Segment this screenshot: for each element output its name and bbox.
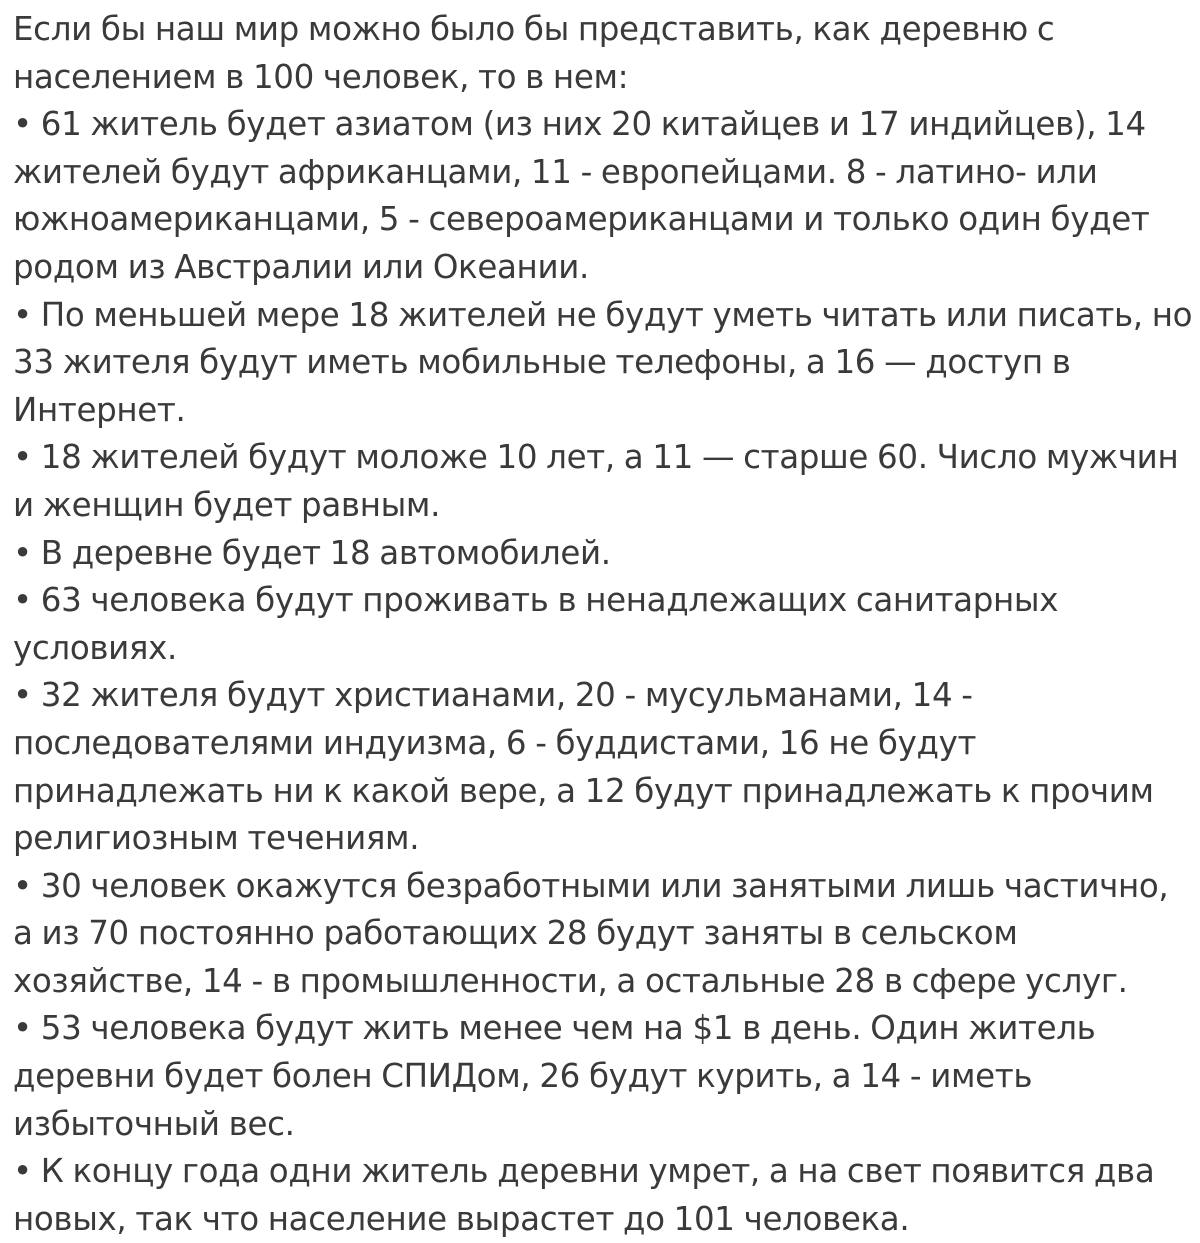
cropped-text-remnant xyxy=(14,0,254,4)
list-item: • 63 человека будут проживать в ненадлежащих санитарных условиях. xyxy=(13,581,1059,667)
list-item: • 30 человек окажутся безработными или занятыми лишь частично, а из 70 постоянно работающих 28 будут заняты в сельском хозяйстве, 14 - в промышленности, а остальные 28 в сфере услуг. xyxy=(13,866,1169,1000)
list-item: • 18 жителей будут моложе 10 лет, а 11 — старше 60. Число мужчин и женщин будет равным. xyxy=(13,438,1179,524)
list-item: • По меньшей мере 18 жителей не будут уметь читать или писать, но 33 жителя будут иметь мобильные телефоны, а 16 — доступ в Интернет. xyxy=(13,295,1193,429)
list-item: • 61 житель будет азиатом (из них 20 китайцев и 17 индийцев), 14 жителей будут африканцами, 11 - европейцами. 8 - латино- или южноамериканцами, 5 - североамериканцами и только один будет родом из Австралии или Океании. xyxy=(13,105,1150,286)
list-item: • К концу года одни житель деревни умрет, а на свет появится два новых, так что население вырастет до 101 человека. xyxy=(13,1152,1155,1238)
list-item: • 32 жителя будут христианами, 20 - мусульманами, 14 - последователями индуизма, 6 - буддистами, 16 не будут принадлежать ни к какой вере, а 12 будут принадлежать к прочим религиозным течениям. xyxy=(13,676,1154,858)
document-body xyxy=(13,6,1193,1243)
intro-paragraph: Если бы наш мир можно было бы представить, как деревню с населением в 100 человек, то в нем: xyxy=(13,10,1055,96)
list-item: • В деревне будет 18 автомобилей. xyxy=(13,533,611,572)
list-item: • 53 человека будут жить менее чем на $1 в день. Один житель деревни будет болен СПИДом, 26 будут курить, а 14 - иметь избыточный вес. xyxy=(13,1009,1096,1143)
